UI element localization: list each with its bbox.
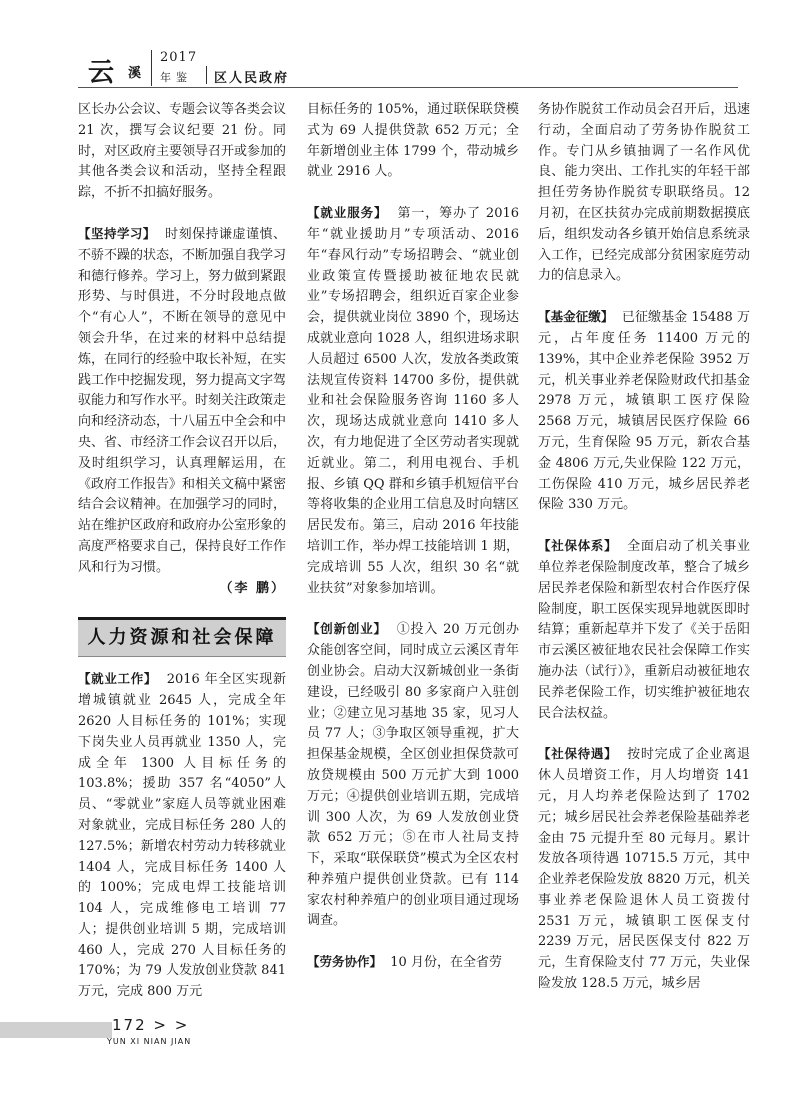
heading-tag: 【基金征缴】	[538, 309, 614, 325]
paragraph	[78, 224, 286, 579]
paragraph-text: 已征缴基金 15488 万元，占年度任务 11400 万元的 139%，其中企业养老保险 3952 万元，机关事业养老保险财政代扣基金 2978 万元，城镇职工医疗保险 2568 万元，城镇居民医疗保险 66 万元，生育保险 95 万元，新农合基金 4806 万元,失业保险 122 万元，工伤保险 410 万元，城乡居民养老保险 330 万元。	[538, 310, 751, 513]
running-header	[78, 40, 738, 88]
author-signature: （李 鹏）	[219, 580, 286, 596]
paragraph: 目标任务的 105%，通过联保联贷模式为 69 人提供贷款 652 万元；全年新增创业主体 1799 个，带动城乡就业 2916 人。	[307, 102, 519, 180]
heading-tag: 【创新创业】	[307, 621, 387, 637]
paragraph-text: 时刻保持谦虚谨慎、不骄不躁的状态，不断加强自我学习和德行修养。学习上，努力做到紧跟形势、与时俱进，不分时段地点做个“有心人”，不断在领导的意见中领会升华，在过来的材料中总结提炼，在同行的经验中取长补短，在实践工作中挖掘发现，努力提高文字驾驭能力和写作水平。时刻关注政策走向和经济动态，十八届五中全会和中央、省、市经济工作会议召开以后，及时组织学习，认真理解运用，在《政府工作报告》和相关文稿中紧密结合会议精神。在加强学习的同时，站在维护区政府和政府办公室形象的高度严格要求自己，保持良好工作作风和行为习惯。	[78, 226, 287, 575]
header-logo-xi: 溪	[128, 66, 142, 81]
paragraph	[307, 619, 519, 932]
heading-tag: 【社保待遇】	[538, 746, 618, 762]
text-column-3	[538, 100, 750, 995]
paragraph	[307, 952, 519, 974]
paragraph-text: 全面启动了机关事业单位养老保险制度改革，整合了城乡居民养老保险和新型农村合作医疗保险制度，职工医保实现异地就医即时结算；重新起草并下发了《关于岳阳市云溪区被征地农民社会保障工作实施办法（试行）》，重新启动被征地农民养老保险工作，切实维护被征地农民合法权益。	[538, 539, 750, 721]
heading-tag: 【就业服务】	[307, 205, 388, 221]
heading-tag: 【坚持学习】	[78, 225, 156, 241]
paragraph	[538, 536, 750, 724]
footer-pinyin: YUN XI NIAN JIAN	[107, 1037, 192, 1046]
paragraph	[307, 203, 519, 599]
section-title: 人力资源和社会保障	[78, 617, 286, 657]
text-column-2	[307, 100, 519, 974]
page-number: 172 > >	[112, 1016, 190, 1034]
paragraph	[78, 669, 286, 1003]
header-divider-2	[206, 66, 207, 84]
heading-tag: 【劳务协作】	[307, 954, 383, 970]
paragraph-text: 2016 年全区实现新增城镇就业 2645 人，完成全年 2620 人目标任务的 101%；实现下岗失业人员再就业 1350 人，完成全年 1300 人目标任务的 103.8%；援助 357 名“4050”人员、“零就业”家庭人员等就业困难对象就业，完成目标任务 280 人的 127.5%；新增农村劳动力转移就业 1404 人，完成目标任务 1400 人的 100%；完成电焊工技能培训 104 人，完成维修电工培训 77 人；提供创业培训 5 期，完成培训 460 人，完成 270 人目标任务的 170%；为 79 人发放创业贷款 841 万元，完成 800 万元	[78, 672, 286, 1000]
heading-tag: 【就业工作】	[78, 671, 158, 687]
header-section-title: 区人民政府	[214, 71, 290, 86]
header-logo-yun: 云	[88, 58, 115, 88]
paragraph	[538, 744, 750, 995]
header-yearbook-label: 年鉴	[160, 71, 192, 84]
paragraph	[538, 307, 750, 516]
heading-tag: 【社保体系】	[538, 538, 618, 554]
paragraph-text: 10 月份，在全省劳	[390, 955, 502, 971]
header-year: 2017	[160, 50, 198, 65]
text-column-1	[78, 100, 286, 1003]
footer-bar	[0, 1022, 112, 1038]
paragraph-text: 按时完成了企业离退休人员增资工作，月人均增资 141 元，月人均养老保险达到了 1702 元；城乡居民社会养老保险基础养老金由 75 元提升至 80 元每月。累计发放各项待遇 10715.5 万元，其中企业养老保险发放 8820 万元，机关事业养老保险退休人员工资拨付 2531 万元，城镇职工医保支付 2239 万元，居民医保支付 822 万元，生育保险支付 77 万元，失业保险发放 128.5 万元，城乡居	[538, 747, 750, 992]
header-divider	[151, 50, 152, 86]
paragraph: 区长办公会议、专题会议等各类会议 21 次，撰写会议纪要 21 份。同时，对区政府主要领导召开或参加的其他各类会议和活动，坚持全程跟踪，不折不扣搞好服务。	[78, 102, 287, 201]
paragraph-text: 第一，筹办了 2016 年“就业援助月”专项活动、2016 年“春风行动”专场招聘会、“就业创业政策宣传暨援助被征地农民就业”专场招聘会，组织近百家企业参会，提供就业岗位 3890 个，现场达成就业意向 1028 人，组织进场求职人员超过 6500 人次，发放各类政策法规宣传资料 14700 多份，提供就业和社会保险服务咨询 1160 多人次，现场达成就业意向 1410 多人次，有力地促进了全区劳动者实现就近就业。第二，利用电视台、手机报、乡镇 QQ 群和乡镇手机短信平台等将收集的企业用工信息及时向辖区居民发布。第三，启动 2016 年技能培训工作，举办焊工技能培训 1 期，完成培训 55 人次，组织 30 名“就业扶贫”对象参加培训。	[307, 206, 520, 596]
paragraph-text: ①投入 20 万元创办众能创客空间，同时成立云溪区青年创业协会。启动大汉新城创业一条街建设，已经吸引 80 多家商户入驻创业；②建立见习基地 35 家，见习人员 77 人；③争取区领导重视，扩大担保基金规模，全区创业担保贷款可放贷规模由 500 万元扩大到 1000 万元；④提供创业培训五期，完成培训 300 人次，为 69 人发放创业贷款 652 万元；⑤在市人社局支持下，采取“联保联贷”模式为全区农村种养殖户提供创业贷款。已有 114 家农村种养殖户的创业项目通过现场调查。	[307, 622, 519, 929]
paragraph: 务协作脱贫工作动员会召开后，迅速行动，全面启动了劳务协作脱贫工作。专门从乡镇抽调了一名作风优良、能力突出、工作扎实的年轻干部担任劳务协作脱贫专职联络员。12 月初，在区扶贫办完成前期数据摸底后，组织发动各乡镇开始信息系统录入工作，已经完成部分贫困家庭劳动力的信息录入。	[538, 102, 750, 284]
